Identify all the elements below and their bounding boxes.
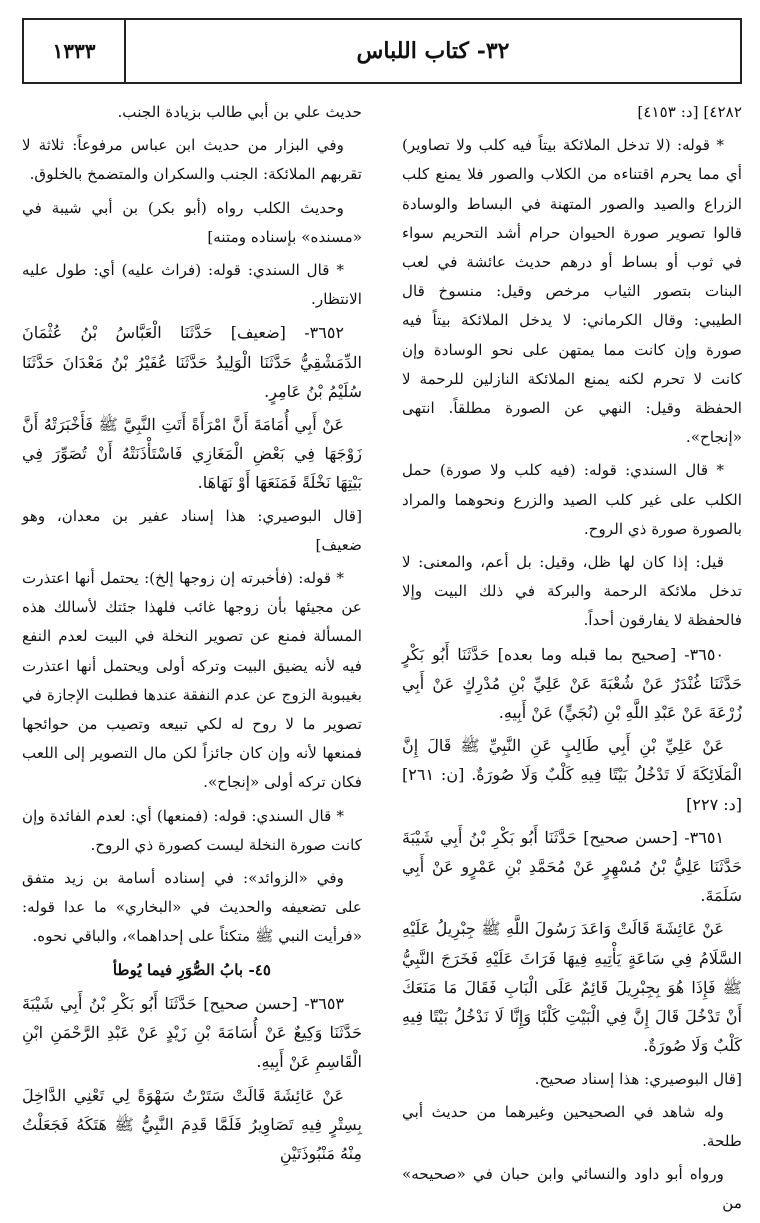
hadith-isnad: ٣٦٥٣- [حسن صحيح] حَدَّثَنَا أَبُو بَكْرِ بْنُ أَبِي شَيْبَةَ حَدَّثَنَا وَكِيعٌ عَنْ أُسَامَةَ بْنِ زَيْدٍ عَنْ عَبْدِ الرَّحْمَنِ ابْنِ الْقَاسِمِ عَنْ أَبِيهِ. [22,993,362,1072]
hadith-isnad: ٣٦٥١- [حسن صحيح] حَدَّثَنَا أَبُو بَكْرِ بْنُ أَبِي شَيْبَةَ حَدَّثَنَا عَلِيُّ بْنُ مُسْهِرٍ عَنْ مُحَمَّدِ بْنِ عَمْرٍو عَنْ أَبِي سَلَمَةَ. [402,827,742,906]
commentary-paragraph: * قال السندي: قوله: (فيه كلب ولا صورة) حمل الكلب على غير كلب الصيد والزرع ونحوهما والمراد بالصورة صورة ذي الروح. [402,461,742,538]
page-number: ١٣٣٣ [52,39,96,63]
commentary-paragraph: وله شاهد في الصحيحين وغيرهما من حديث أبي طلحة. [402,1102,742,1150]
commentary-paragraph: قيل: إذا كان لها ظل، وقيل: بل أعم، والمعنى: لا تدخل ملائكة الرحمة والبركة في ذلك البيت وإلا فالحفظة لا يفارقون أحداً. [402,553,742,630]
hadith-matn: عَنْ عَلِيِّ بْنِ أَبِي طَالِبٍ عَنِ النَّبِيِّ ﷺ قَالَ إِنَّ الْمَلَائِكَةَ لَا تَدْخُلُ بَيْتًا فِيهِ كَلْبٌ وَلَا صُورَةٌ. [ن: ٢٦١] [د: ٢٢٧] [402,736,742,814]
header-divider [124,20,126,82]
reference-line: ٤٢٨٢] [د: ٤١٥٣] [637,103,742,121]
section-heading: ٤٥- بابُ الصُّوَرِ فيما يُوطأ [112,960,272,979]
hadith-isnad: ٣٦٥٠- [صحيح بما قبله وما بعده] حَدَّثَنَا أَبُو بَكْرٍ حَدَّثَنَا غُنْدَرٌ عَنْ شُعْبَةَ عَنْ عَلِيِّ بْنِ مُدْرِكٍ عَنْ أَبِي زُرْعَةَ عَنْ عَبْدِ اللَّهِ بْنِ (نُجَيٍّ) عَنْ أَبِيهِ. [402,644,742,723]
right-column [402,98,742,1223]
commentary-paragraph: [قال البوصيري: هذا إسناد عفير بن معدان، وهو ضعيف] [22,506,362,554]
commentary-paragraph: وحديث الكلب رواه (أبو بكر) بن أبي شيبة في «مسنده» بإسناده ومتنه] [22,198,362,246]
commentary-paragraph: وفي «الزوائد»: في إسناده أسامة بن زيد متفق على تضعيفه والحديث في «البخاري» ما عدا قوله: «فرأيت النبي ﷺ متكئاً على إحداهما»، والباقي نحوه. [22,869,362,946]
commentary-paragraph: حديث علي بن أبي طالب بزيادة الجنب. [117,103,362,121]
commentary-paragraph: * قال السندي: قوله: (فمنعها) أي: لعدم الفائدة وإن كانت صورة النخلة ليست كصورة ذي الروح. [22,806,362,854]
hadith-matn: عَنْ أَبِي أُمَامَةَ أَنَّ امْرَأَةً أَتَتِ النَّبِيَّ ﷺ فَأَخْبَرَتْهُ أَنَّ زَوْجَهَا فِي بَعْضِ الْمَغَازِي فَاسْتَأْذَنَتْهُ أَنْ تُصَوِّرَ فِي بَيْتِهَا نَخْلَةً فَمَنَعَهَا أَوْ نَهَاهَا. [22,415,362,493]
left-column [22,98,362,1172]
commentary-paragraph: ورواه أبو داود والنسائي وابن حبان في «صحيحه» من [402,1165,742,1213]
hadith-isnad: ٣٦٥٢- [ضعيف] حَدَّثَنَا الْعَبَّاسُ بْنُ عُثْمَانَ الدِّمَشْقِيُّ حَدَّثَنَا الْوَلِيدُ حَدَّثَنَا عُفَيْرُ بْنُ مَعْدَانَ حَدَّثَنَا سُلَيْمُ بْنُ عَامِرٍ. [22,323,362,401]
book-title: ٣٢- كتاب اللباس [356,38,510,64]
commentary-paragraph: وفي البزار من حديث ابن عباس مرفوعاً: ثلاثة لا تقربهم الملائكة: الجنب والسكران والمتضمخ بالخلوق. [22,136,362,184]
hadith-matn: عَنْ عَائِشَةَ قَالَتْ وَاعَدَ رَسُولَ اللَّهِ ﷺ جِبْرِيلُ عَلَيْهِ السَّلَامُ فِي سَاعَةٍ يَأْتِيهِ فِيهَا فَرَاثَ عَلَيْهِ فَخَرَجَ النَّبِيُّ ﷺ فَإِذَا هُوَ بِجِبْرِيلَ قَائِمٌ عَلَى الْبَابِ فَقَالَ مَا مَنَعَكَ أَنْ تَدْخُلَ قَالَ إِنَّ فِي الْبَيْتِ كَلْبًا وَإِنَّا لَا نَدْخُلُ بَيْتًا فِيهِ كَلْبٌ وَلَا صُورَةٌ. [402,919,742,1056]
commentary-paragraph: * قوله: (لا تدخل الملائكة بيتاً فيه كلب ولا تصاوير) أي مما يحرم اقتناءه من الكلاب والصور فلا يمنع كلب الزراع والصيد والصور المتهنة في البساط والوسادة قالوا تصوير صورة الحيوان حرام أشد التحريم سواء في ثوب أو بساط أو درهم حديث عائشة في لعب البنات بتصور الثياب مرخص وقيل: منسوخ قال الطيبي: وقال الكرماني: لا يدخل الملائكة بيتاً فيه صورة وإن كانت مما يمتهن على نحو الوسادة وإن كانت لا تحرم لكنه يمنع الملائكة النازلين للرحمة لا الحفظة وقيل: النهي عن الصورة مطلقاً. انتهى «إنجاح». [402,136,742,447]
hadith-matn: عَنْ عَائِشَةَ قَالَتْ سَتَرْتُ سَهْوَةً لِي تَعْنِي الدَّاخِلَ بِسِتْرٍ فِيهِ تَصَاوِيرُ فَلَمَّا قَدِمَ النَّبِيُّ ﷺ هَتَكَهُ فَجَعَلْتُ مِنْهُ مَنْبُوذَتَيْنِ [22,1085,362,1163]
commentary-paragraph: * قال السندي: قوله: (فراث عليه) أي: طول عليه الانتظار. [22,261,362,309]
commentary-paragraph: * قوله: (فأخبرته إن زوجها إلخ): يحتمل أنها اعتذرت عن مجيئها بأن زوجها غائب فلهذا جئتك لأسالك هذه المسألة فمنع عن تصوير النخلة في البيت لعدم النفع فيه لأنه يضيق البيت وتركه أولى ويحتمل أنها اعتذرت بغيبوبة الزوج عن عدم النفقة عندها فطلبت الإجازة في تصوير ما لا روح له لكي تبيعه وتصيب من حوائجها فمنعها لأنه وإن كان جائزاً لكن مال التصوير إلى اللعب فكان تركه أولى «إنجاح». [22,569,362,792]
page-header [22,18,742,84]
commentary-paragraph: [قال البوصيري: هذا إسناد صحيح. [534,1069,742,1088]
